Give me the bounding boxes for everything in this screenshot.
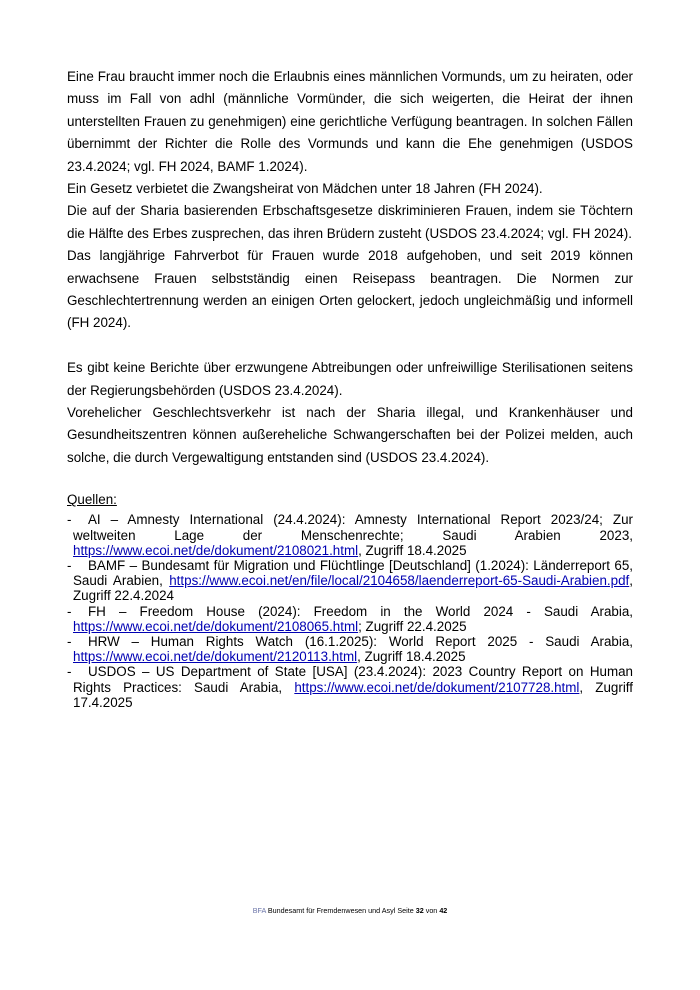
list-dash: -	[67, 512, 72, 528]
sources-heading: Quellen:	[67, 492, 117, 508]
source-link-ai[interactable]: https://www.ecoi.net/de/dokument/2108021.html	[73, 542, 359, 558]
source-item-ai: - AI – Amnesty International (24.4.2024): Amnesty International Report 2023/24; Zur weltweiten Lage der Menschenrechte; Saudi Arabien 2023, https://www.ecoi.net/de/dokument/2108021.html, Zugriff 18.4.2025	[67, 512, 633, 558]
paragraph-gap	[67, 335, 633, 357]
sources-list	[67, 512, 633, 710]
bfa-logo: BFA	[252, 906, 266, 915]
list-dash: -	[67, 557, 72, 573]
paragraph-forced-marriage: Ein Gesetz verbietet die Zwangsheirat von Mädchen unter 18 Jahren (FH 2024).	[67, 181, 543, 197]
source-link-hrw[interactable]: https://www.ecoi.net/de/dokument/2120113.html	[73, 649, 358, 665]
source-link-usdos[interactable]: https://www.ecoi.net/de/dokument/2107728.html	[294, 679, 580, 695]
paragraph-inheritance: Die auf der Sharia basierenden Erbschaftsgesetze diskriminieren Frauen, indem sie Töchtern die Hälfte des Erbes zusprechen, das ihren Brüdern zusteht (USDOS 23.4.2024; vgl. FH 2024).	[67, 203, 633, 241]
page-footer	[0, 906, 700, 915]
list-dash: -	[67, 633, 72, 649]
footer-page-number: 32	[415, 906, 424, 915]
source-item-usdos: - USDOS – US Department of State [USA] (23.4.2024): 2023 Country Report on Human Rights Practices: Saudi Arabia, https://www.ecoi.net/de/dokument/2107728.html, Zugriff 17.4.2025	[67, 664, 633, 710]
body-block-2	[67, 357, 633, 469]
footer-page-label: Seite	[397, 906, 414, 915]
footer-of-label: von	[425, 906, 438, 915]
list-dash: -	[67, 603, 72, 619]
paragraph-abortion: Es gibt keine Berichte über erzwungene Abtreibungen oder unfreiwillige Sterilisationen seitens der Regierungsbehörden (USDOS 23.4.2024).	[67, 360, 633, 398]
paragraph-driving-passport: Das langjährige Fahrverbot für Frauen wurde 2018 aufgehoben, und seit 2019 können erwachsene Frauen selbstständig einen Reisepass beantragen. Die Normen zur Geschlechtertrennung werden an einigen Orten gelockert, jedoch ungleichmäßig und informell (FH 2024).	[67, 248, 633, 331]
source-link-fh[interactable]: https://www.ecoi.net/de/dokument/2108065.html	[73, 618, 359, 634]
source-link-bamf[interactable]: https://www.ecoi.net/en/file/local/2104658/laenderreport-65-Saudi-Arabien.pdf	[169, 573, 630, 589]
source-item-bamf: - BAMF – Bundesamt für Migration und Flüchtlinge [Deutschland] (1.2024): Länderreport 65, Saudi Arabien, https://www.ecoi.net/en/file/local/2104658/laenderreport-65-Saudi-Arabien.pdf, Zugriff 22.4.2024	[67, 557, 633, 604]
footer-page-total: 42	[439, 906, 448, 915]
list-dash: -	[67, 664, 72, 680]
source-item-fh: - FH – Freedom House (2024): Freedom in the World 2024 - Saudi Arabia, https://www.ecoi.net/de/dokument/2108065.html; Zugriff 22.4.2025	[67, 603, 633, 634]
footer-org: Bundesamt für Fremdenwesen und Asyl	[267, 906, 396, 915]
paragraph-guardian-consent: Eine Frau braucht immer noch die Erlaubnis eines männlichen Vormunds, um zu heiraten, oder muss im Fall von adhl (männliche Vormünder, die sich weigerten, die Heirat der ihnen unterstellten Frauen zu genehmigen) eine gerichtliche Verfügung beantragen. In solchen Fällen übernimmt der Richter die Rolle des Vormunds und kann die Ehe genehmigen (USDOS 23.4.2024; vgl. FH 2024, BAMF 1.2024).	[67, 69, 633, 174]
document-page	[67, 66, 633, 710]
body-block-1	[67, 66, 633, 335]
source-item-hrw: - HRW – Human Rights Watch (16.1.2025): World Report 2025 - Saudi Arabia, https://www.ecoi.net/de/dokument/2120113.html, Zugriff 18.4.2025	[67, 633, 633, 665]
paragraph-premarital: Vorehelicher Geschlechtsverkehr ist nach der Sharia illegal, und Krankenhäuser und Gesundheitszentren können außereheliche Schwangerschaften bei der Polizei melden, auch solche, die durch Vergewaltigung entstanden sind (USDOS 23.4.2024).	[67, 405, 633, 465]
